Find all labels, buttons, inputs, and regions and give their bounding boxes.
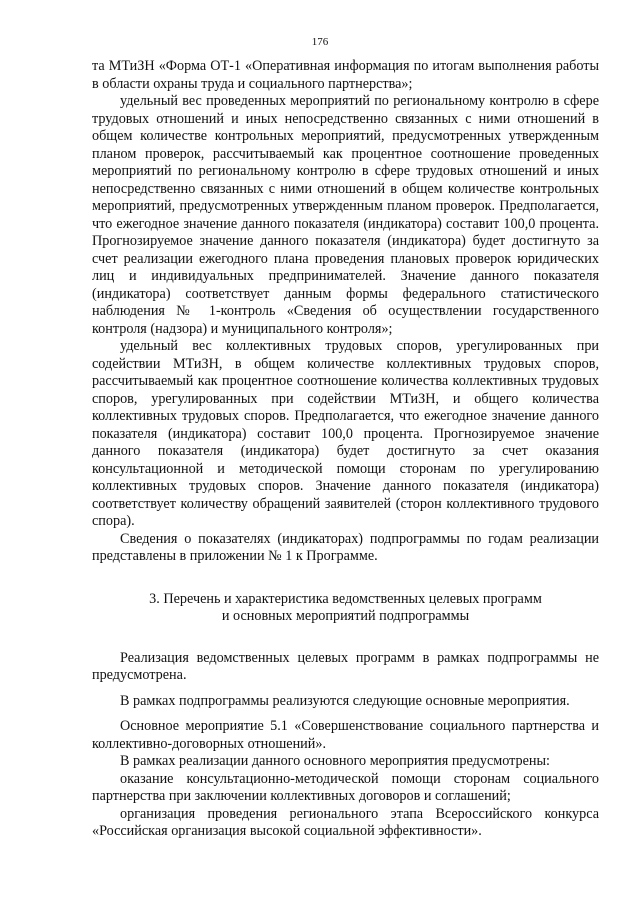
document-body [92,58,599,841]
paragraph-bottom-5: оказание консультационно-методической помощи сторонам социального партнерства при заключении коллективных договоров и соглашений; [92,770,599,804]
paragraph-top-2: удельный вес проведенных мероприятий по региональному контролю в сфере трудовых отношений и иных непосредственно связанных с ними отношений в общем количестве контрольных мероприятий, предусмотренных утвержденным планом проверок, рассчитываемый как процентное соотношение проведенных мероприятий по региональному контролю в сфере трудовых отношений и иных непосредственно связанных с ними отношений в общем количестве контрольных мероприятий, предусмотренных утвержденным планом проверок. Предполагается, что ежегодное значение данного показателя (индикатора) составит 100,0 процента. Прогнозируемое значение данного показателя (индикатора) будет достигнуто за счет реализации ежегодного плана проведения плановых проверок юридических лиц и индивидуальных предпринимателей. Значение данного показателя (индикатора) соответствует данным формы федерального статистического наблюдения № 1-контроль «Сведения об осуществлении государственного контроля (надзора) и муниципального контроля»; [92,93,599,337]
section-heading [92,591,599,626]
paragraph-top-1: та МТиЗН «Форма ОТ-1 «Оперативная информация по итогам выполнения работы в области охраны труда и социального партнерства»; [92,58,599,92]
paragraph-bottom-6: организация проведения регионального этапа Всероссийского конкурса «Российская организация высокой социальной эффективности». [92,805,599,839]
paragraph-bottom-3: Основное мероприятие 5.1 «Совершенствование социального партнерства и коллективно-договорных отношений». [92,718,599,752]
page-number: 176 [311,36,329,48]
paragraph-bottom-2: В рамках подпрограммы реализуются следующие основные мероприятия. [120,692,570,709]
section-heading-line-2: и основных мероприятий подпрограммы [221,608,470,624]
section-heading-line-1: 3. Перечень и характеристика ведомственных целевых программ [149,590,542,607]
paragraph-top-3: удельный вес коллективных трудовых споров, урегулированных при содействии МТиЗН, в общем количестве коллективных трудовых споров, рассчитываемый как процентное соотношение количества коллективных трудовых споров, урегулированных при содействии МТиЗН, и общего количества коллективных трудовых споров. Предполагается, что ежегодное значение данного показателя (индикатора) составит 100,0 процента. Прогнозируемое значение данного показателя (индикатора) будет достигнуто за счет оказания консультационной и методической помощи сторонам по урегулированию коллективных трудовых споров. Значение данного показателя (индикатора) соответствует количеству обращений заявителей (сторон коллективного трудового спора). [92,338,599,529]
paragraph-bottom-4: В рамках реализации данного основного мероприятия предусмотрены: [120,753,550,769]
paragraph-bottom-1: Реализация ведомственных целевых программ в рамках подпрограммы не предусмотрена. [92,649,599,683]
paragraph-top-4: Сведения о показателях (индикаторах) подпрограммы по годам реализации представлены в приложении № 1 к Программе. [92,530,599,564]
